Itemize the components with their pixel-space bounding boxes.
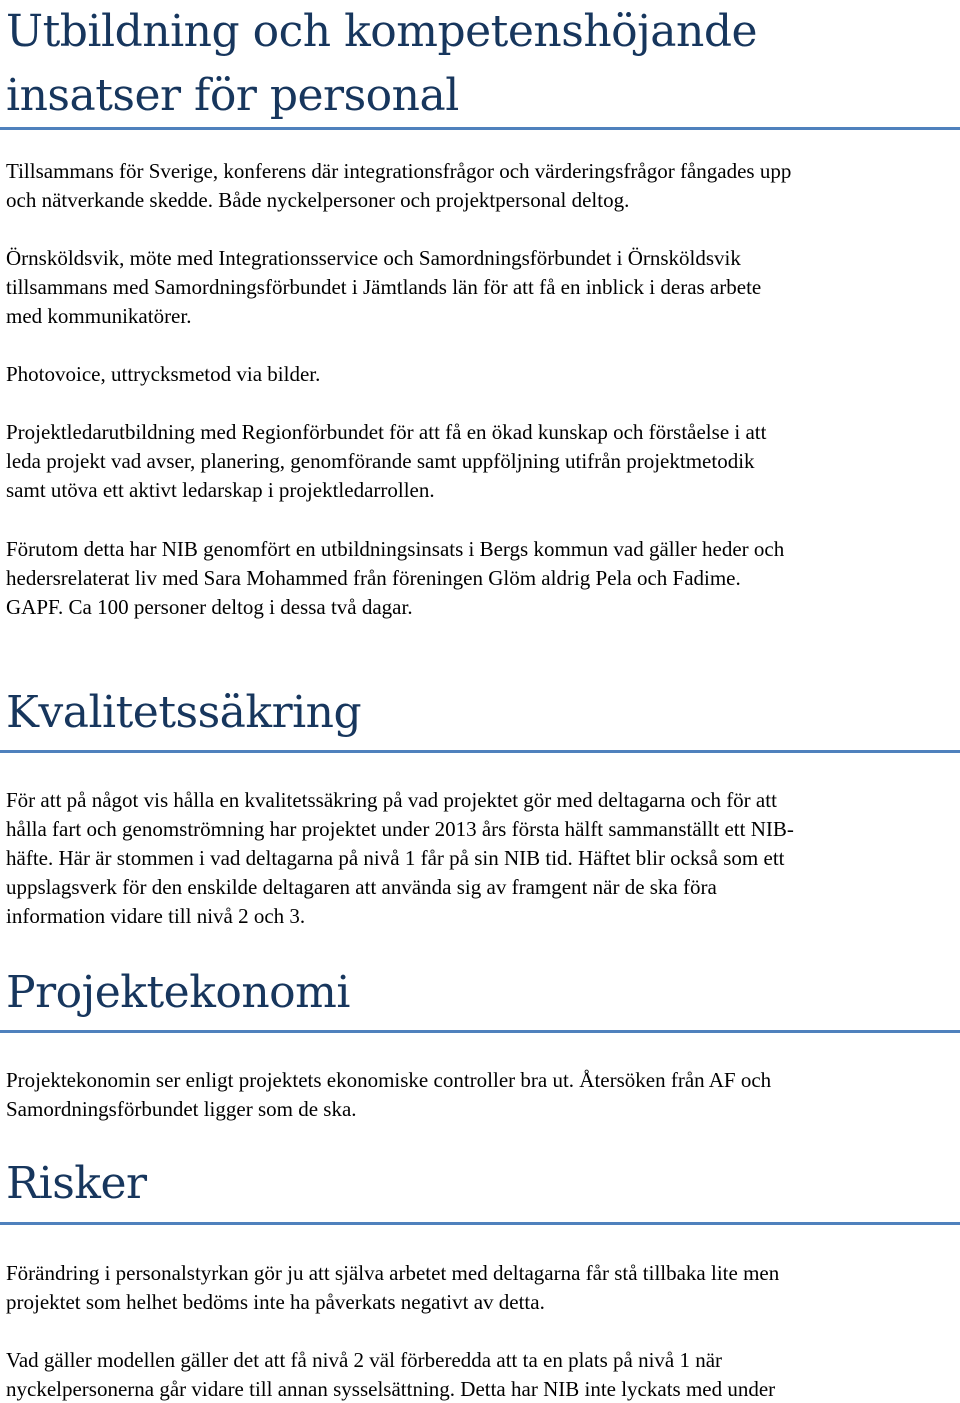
text-line: Örnsköldsvik, möte med Integrationsservice och Samordningsförbundet i Örnsköldsvik (6, 246, 741, 270)
text-line: projektet som helhet bedöms inte ha påverkats negativt av detta. (6, 1290, 545, 1314)
paragraph-ornskoldsvik (6, 244, 761, 331)
heading-line: insatser för personal (6, 70, 459, 121)
heading-line: Kvalitetssäkring (6, 687, 362, 738)
text-line: tillsammans med Samordningsförbundet i Jämtlands län för att få en inblick i deras arbete (6, 275, 762, 299)
heading-divider (0, 750, 960, 753)
text-line: och nätverkande skedde. Både nyckelpersoner och projektpersonal deltog. (6, 188, 630, 212)
text-line: För att på något vis hålla en kvalitetssäkring på vad projektet gör med deltagarna och för att (6, 788, 777, 812)
text-line: Förutom detta har NIB genomfört en utbildningsinsats i Bergs kommun vad gäller heder och (6, 537, 785, 561)
text-line: leda projekt vad avser, planering, genomförande samt uppföljning utifrån projektmetodik (6, 449, 755, 473)
text-line: uppslagsverk för den enskilde deltagaren att använda sig av framgent när de ska föra (6, 875, 717, 899)
text-line: Samordningsförbundet ligger som de ska. (6, 1097, 357, 1121)
text-line: hålla fart och genomströmning har projektet under 2013 års första hälft sammanställt ett NIB- (6, 817, 794, 841)
section-heading-risker (6, 1154, 147, 1214)
text-line: häfte. Här är stommen i vad deltagarna på nivå 1 får på sin NIB tid. Häftet blir också som ett (6, 846, 785, 870)
paragraph-kvalitetssakring (6, 786, 794, 931)
paragraph-photovoice (6, 360, 320, 389)
text-line: GAPF. Ca 100 personer deltog i dessa två dagar. (6, 595, 413, 619)
section-heading-kvalitetssakring (6, 683, 361, 743)
text-line: Vad gäller modellen gäller det att få nivå 2 väl förberedda att ta en plats på nivå 1 när (6, 1348, 723, 1372)
text-line: Projektekonomin ser enligt projektets ekonomiske controller bra ut. Återsöken från AF och (6, 1068, 772, 1092)
paragraph-tillsammans (6, 157, 791, 215)
paragraph-forutom (6, 535, 784, 622)
text-line: Tillsammans för Sverige, konferens där integrationsfrågor och värderingsfrågor fångades upp (6, 159, 792, 183)
heading-divider (0, 1030, 960, 1033)
text-line: information vidare till nivå 2 och 3. (6, 904, 306, 928)
heading-line: Risker (6, 1158, 147, 1209)
section-heading-projektekonomi (6, 963, 350, 1023)
section-heading-utbildning (6, 0, 757, 128)
text-line: med kommunikatörer. (6, 304, 192, 328)
heading-line: Utbildning och kompetenshöjande (6, 6, 758, 57)
text-line: Förändring i personalstyrkan gör ju att själva arbetet med deltagarna får stå tillbaka lite men (6, 1261, 780, 1285)
paragraph-modellen (6, 1346, 775, 1403)
heading-divider (0, 127, 960, 130)
text-line: hedersrelaterat liv med Sara Mohammed från föreningen Glöm aldrig Pela och Fadime. (6, 566, 741, 590)
paragraph-projektekonomi (6, 1066, 771, 1124)
paragraph-forandring (6, 1259, 779, 1317)
text-line: nyckelpersonerna går vidare till annan sysselsättning. Detta har NIB inte lyckats med under (6, 1377, 776, 1401)
text-line: Photovoice, uttrycksmetod via bilder. (6, 362, 321, 386)
paragraph-projektledarutbildning (6, 418, 766, 505)
text-line: samt utöva ett aktivt ledarskap i projektledarrollen. (6, 478, 435, 502)
heading-line: Projektekonomi (6, 967, 350, 1018)
text-line: Projektledarutbildning med Regionförbundet för att få en ökad kunskap och förståelse i att (6, 420, 767, 444)
heading-divider (0, 1222, 960, 1225)
